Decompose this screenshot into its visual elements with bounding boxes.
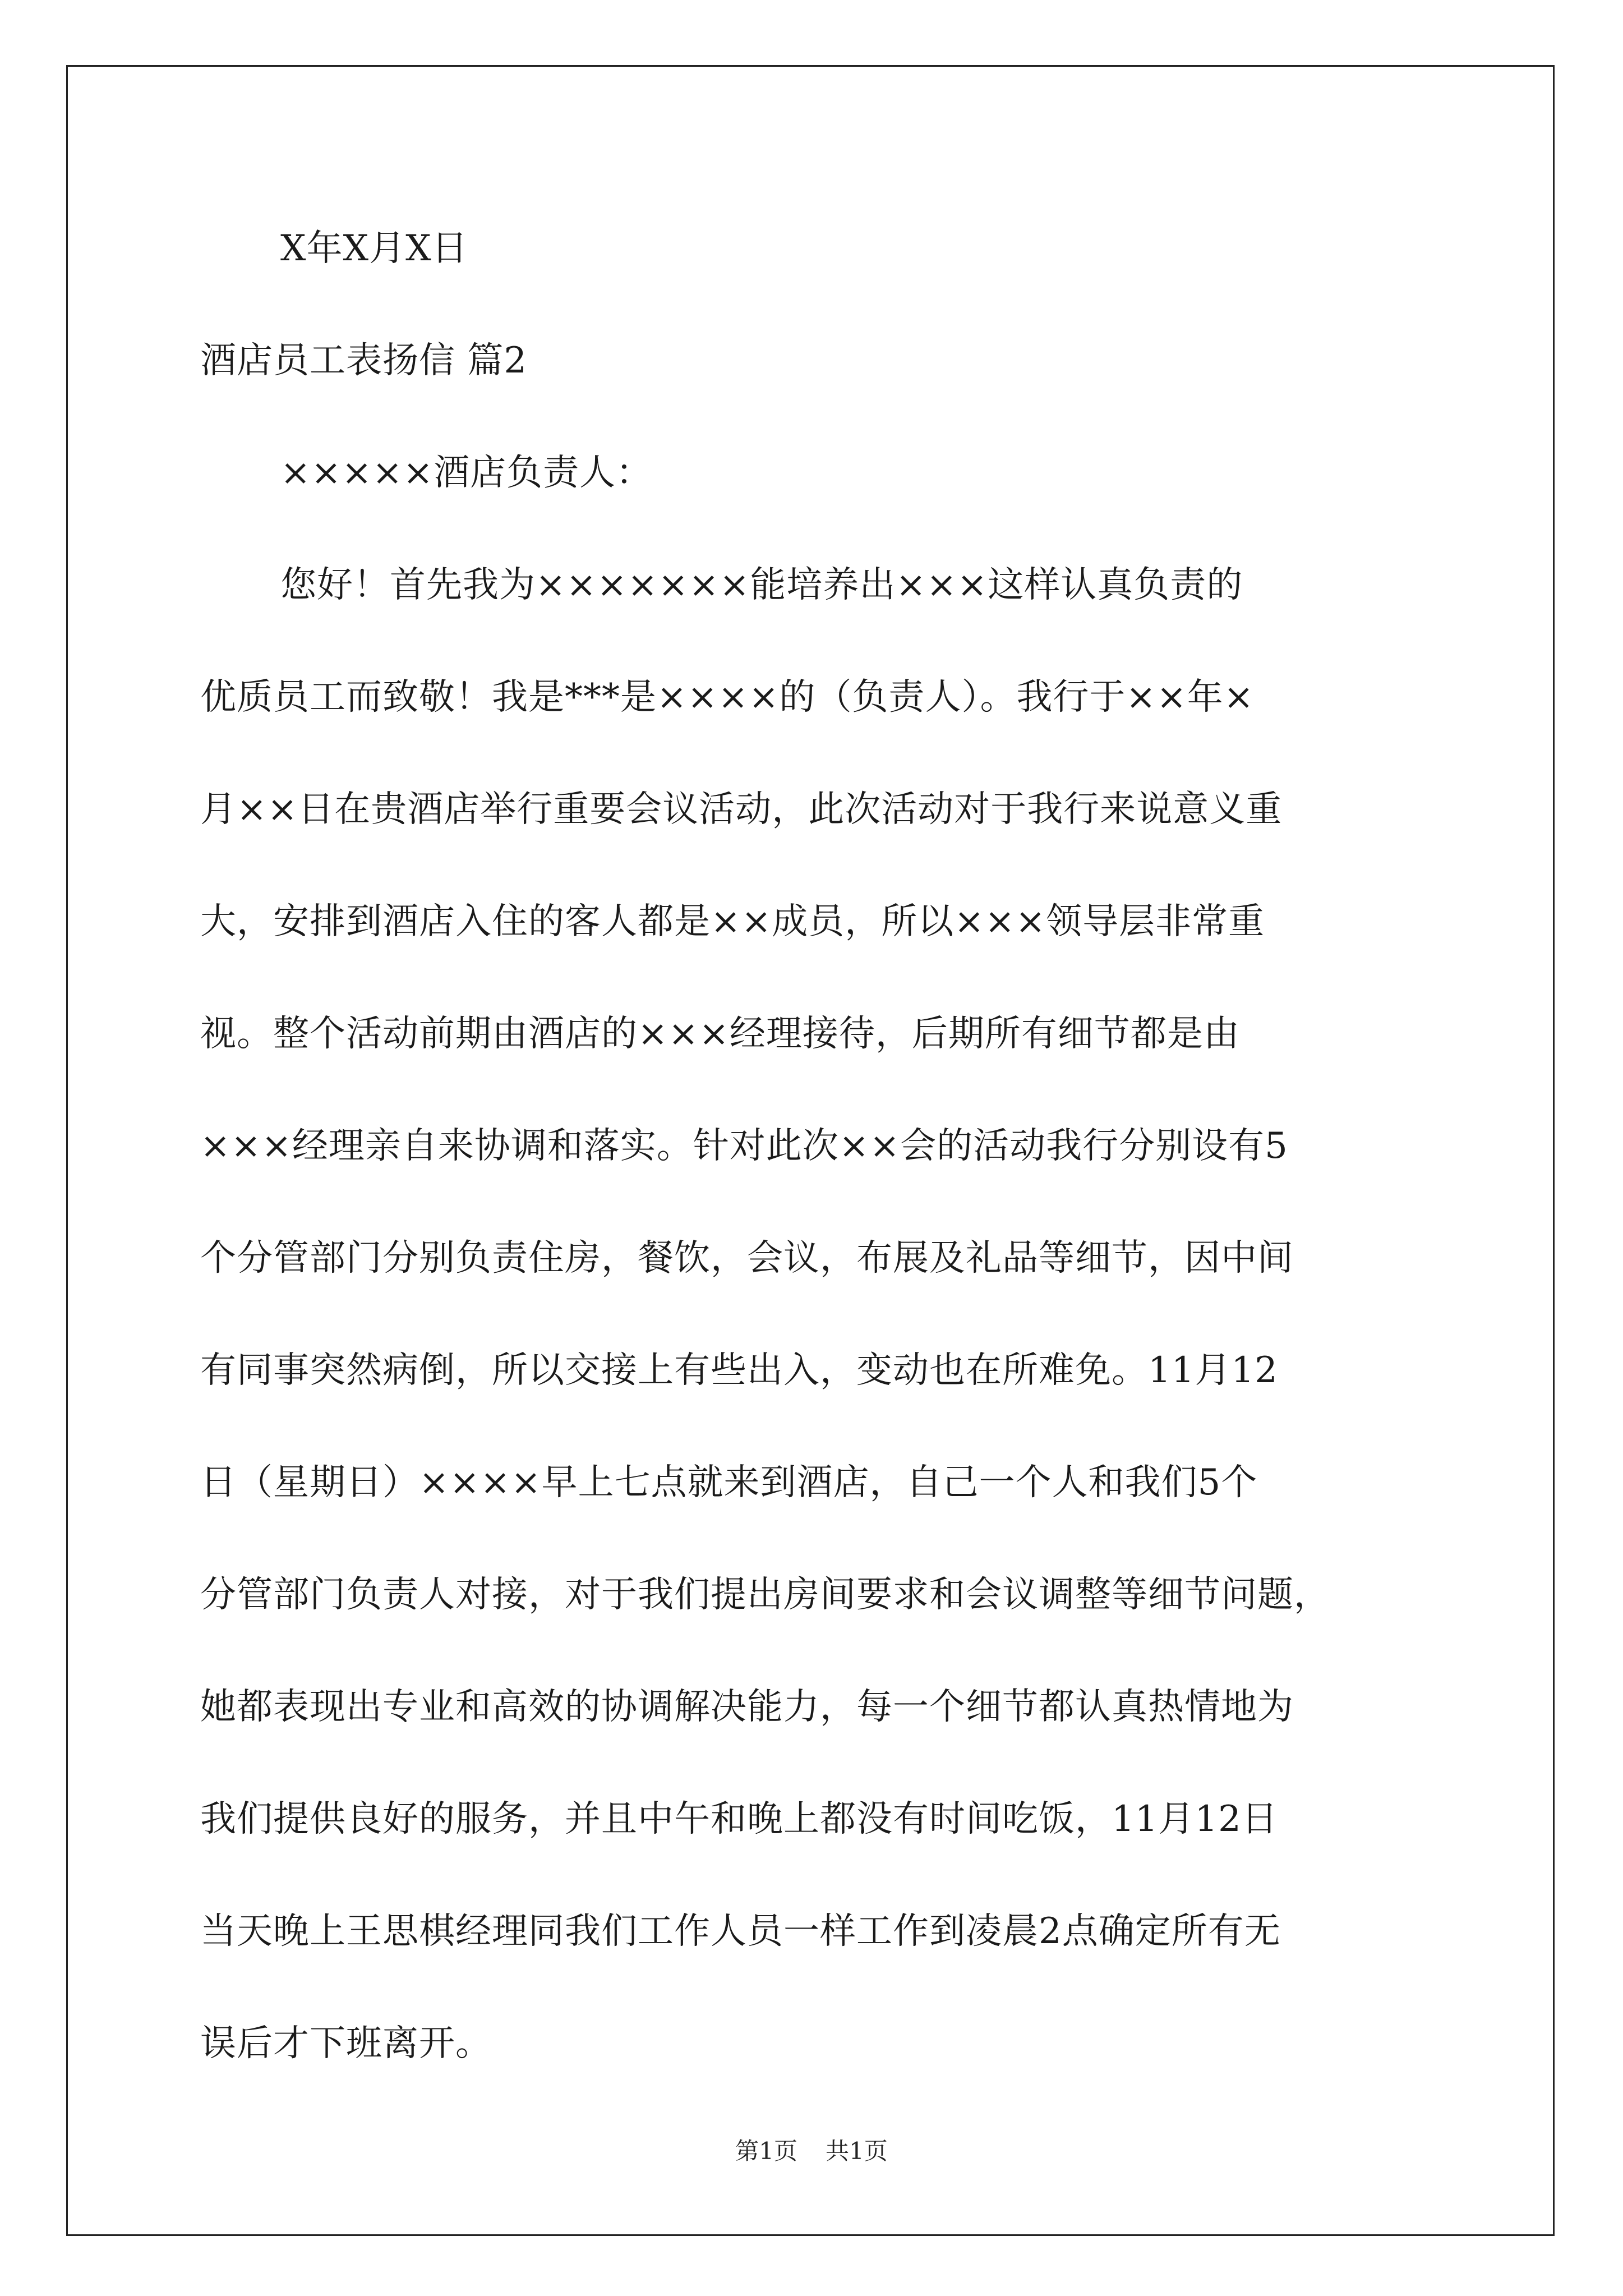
body-line: 个分管部门分别负责住房，餐饮，会议，布展及礼品等细节，因中间	[200, 1237, 1294, 1279]
page-footer	[0, 2137, 1623, 2165]
body-line: 您好！首先我为×××××××能培养出×××这样认真负责的	[280, 564, 1243, 606]
body-line: 误后才下班离开。	[200, 2023, 492, 2064]
salutation: ×××××酒店负责人：	[280, 452, 653, 494]
body-line: 月××日在贵酒店举行重要会议活动，此次活动对于我行来说意义重	[200, 789, 1283, 830]
body-line: 分管部门负责人对接，对于我们提出房间要求和会议调整等细节问题，	[200, 1574, 1330, 1616]
body-line: 我们提供良好的服务，并且中午和晚上都没有时间吃饭，11月12日	[200, 1798, 1278, 1840]
body-line: 日（星期日）××××早上七点就来到酒店，自己一个人和我们5个	[200, 1462, 1258, 1503]
body-line: 视。整个活动前期由酒店的×××经理接待，后期所有细节都是由	[200, 1013, 1240, 1055]
body-line: 优质员工而致敬！我是***是××××的（负责人）。我行于××年×	[200, 677, 1255, 718]
page-total: 共1页	[826, 2137, 888, 2165]
date-line: X年X月X日	[280, 228, 468, 269]
page-number: 第1页	[735, 2137, 797, 2165]
body-line: 有同事突然病倒，所以交接上有些出入，变动也在所难免。11月12	[200, 1350, 1278, 1391]
body-line: ×××经理亲自来协调和落实。针对此次××会的活动我行分别设有5	[200, 1125, 1288, 1167]
body-line: 大，安排到酒店入住的客人都是××成员，所以×××领导层非常重	[200, 901, 1265, 942]
body-line: 当天晚上王思棋经理同我们工作人员一样工作到凌晨2点确定所有无	[200, 1911, 1281, 1952]
section-title: 酒店员工表扬信 篇2	[200, 340, 528, 381]
body-line: 她都表现出专业和高效的协调解决能力，每一个细节都认真热情地为	[200, 1686, 1294, 1728]
